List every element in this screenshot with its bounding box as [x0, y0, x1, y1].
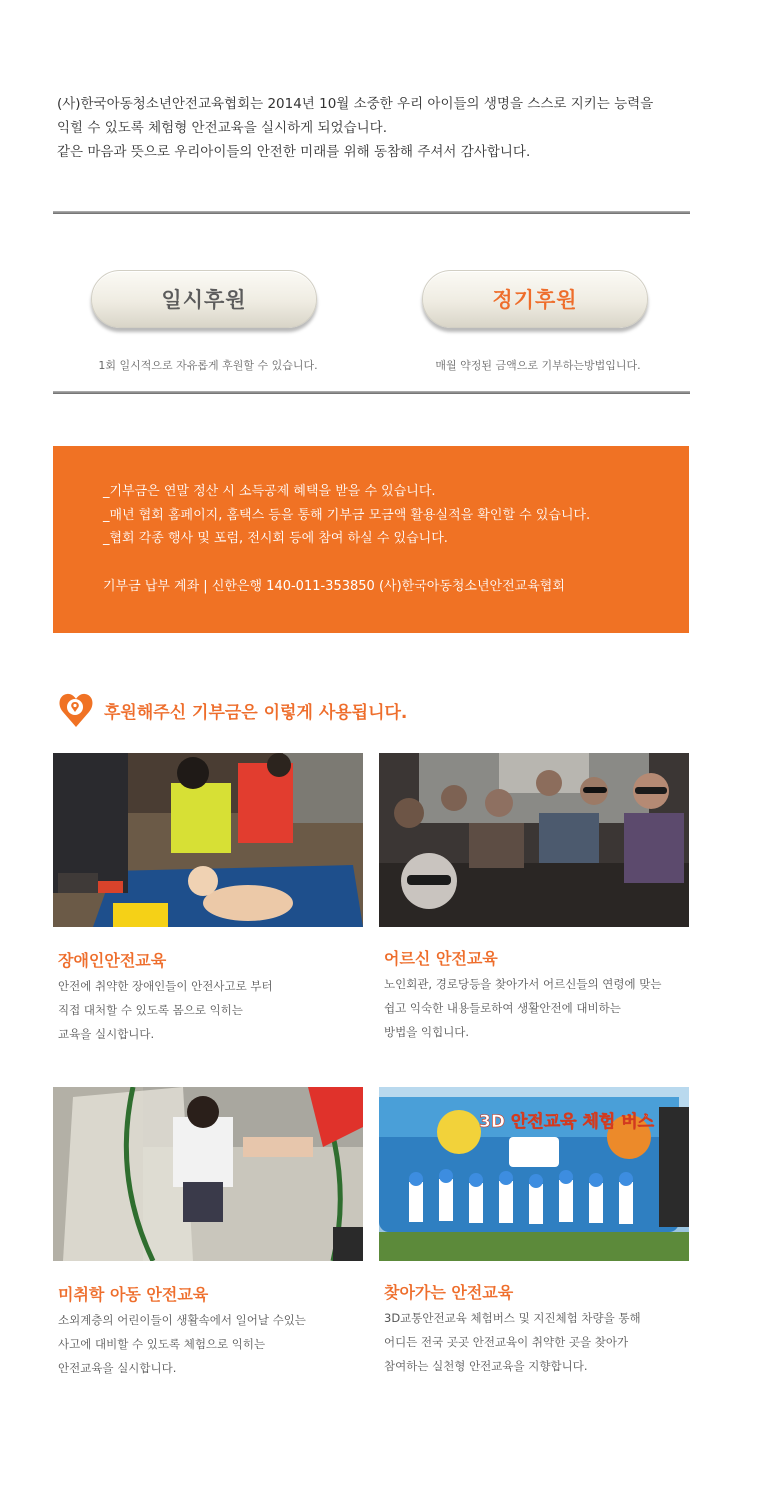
benefit-line: _매년 협회 홈페이지, 홈택스 등을 통해 기부금 모금액 활용실적을 확인할 수 있습니다. — [103, 507, 591, 523]
card-desc-line: 쉽고 익숙한 내용들로하여 생활안전에 대비하는 — [384, 1001, 621, 1015]
card-desc — [58, 974, 273, 1046]
regular-donation-desc: 매월 약정된 금액으로 기부하는방법입니다. — [435, 359, 641, 372]
card-desc-line: 직접 대처할 수 있도록 몸으로 익히는 — [58, 1003, 243, 1017]
card-desc-line: 소외계층의 어린이들이 생활속에서 일어날 수있는 — [58, 1313, 306, 1327]
card-desc-line: 3D교통안전교육 체험버스 및 지진체험 차량을 통해 — [384, 1311, 641, 1325]
intro-text — [57, 92, 697, 164]
card-title: 어르신 안전교육 — [384, 949, 498, 968]
divider — [53, 391, 690, 394]
card-desc-line: 안전에 취약한 장애인들이 안전사고로 부터 — [58, 979, 273, 993]
intro-line: (사)한국아동청소년안전교육협회는 2014년 10월 소중한 우리 아이들의 생명을 스스로 지키는 능력을 — [57, 96, 654, 112]
card-desc — [384, 1306, 641, 1378]
benefit-line: _기부금은 연말 정산 시 소득공제 혜택을 받을 수 있습니다. — [103, 484, 436, 499]
card-desc — [58, 1308, 306, 1380]
card-title: 장애인안전교육 — [58, 951, 167, 970]
card-desc-line: 방법을 익힙니다. — [384, 1025, 470, 1039]
card-desc-line: 사고에 대비할 수 있도록 체험으로 익히는 — [58, 1337, 266, 1351]
cpr-training-photo — [53, 753, 363, 927]
card-title: 찾아가는 안전교육 — [384, 1283, 514, 1302]
card-desc-line: 어디든 전국 곳곳 안전교육이 취약한 곳을 찾아가 — [384, 1335, 629, 1349]
smoke-tent-photo — [53, 1087, 363, 1261]
intro-line: 익힐 수 있도록 체험형 안전교육을 실시하게 되었습니다. — [57, 120, 387, 136]
card-desc-line: 교육을 실시합니다. — [58, 1027, 155, 1041]
card-desc-line: 노인회관, 경로당등을 찾아가서 어르신들의 연령에 맞는 — [384, 977, 662, 991]
card-desc-line: 안전교육을 실시합니다. — [58, 1361, 177, 1375]
onetime-donation-button[interactable]: 일시후원 — [91, 270, 317, 328]
card-desc-line: 참여하는 실천형 안전교육을 지향합니다. — [384, 1359, 588, 1373]
card-title: 미취학 아동 안전교육 — [58, 1285, 209, 1304]
card-desc — [384, 972, 661, 1044]
experience-bus-photo — [379, 1087, 689, 1261]
usage-title: 후원해주신 기부금은 이렇게 사용됩니다. — [104, 703, 408, 723]
onetime-donation-desc: 1회 일시적으로 자유롭게 후원할 수 있습니다. — [98, 359, 318, 372]
benefits-banner — [53, 446, 689, 633]
heart-location-icon — [57, 690, 95, 728]
seniors-3d-glasses-photo — [379, 753, 689, 927]
benefit-line: _협회 각종 행사 및 포럼, 전시회 등에 참여 하실 수 있습니다. — [103, 531, 448, 546]
regular-donation-button[interactable]: 정기후원 — [422, 270, 648, 328]
donation-account: 기부금 납부 계좌 | 신한은행 140-011-353850 (사)한국아동청소년안전교육협회 — [103, 578, 565, 594]
bus-side-text: 3D 안전교육 체험 버스 — [479, 1112, 655, 1132]
intro-line: 같은 마음과 뜻으로 우리아이들의 안전한 미래를 위해 동참해 주셔서 감사합니다. — [57, 144, 531, 160]
divider — [53, 211, 690, 214]
